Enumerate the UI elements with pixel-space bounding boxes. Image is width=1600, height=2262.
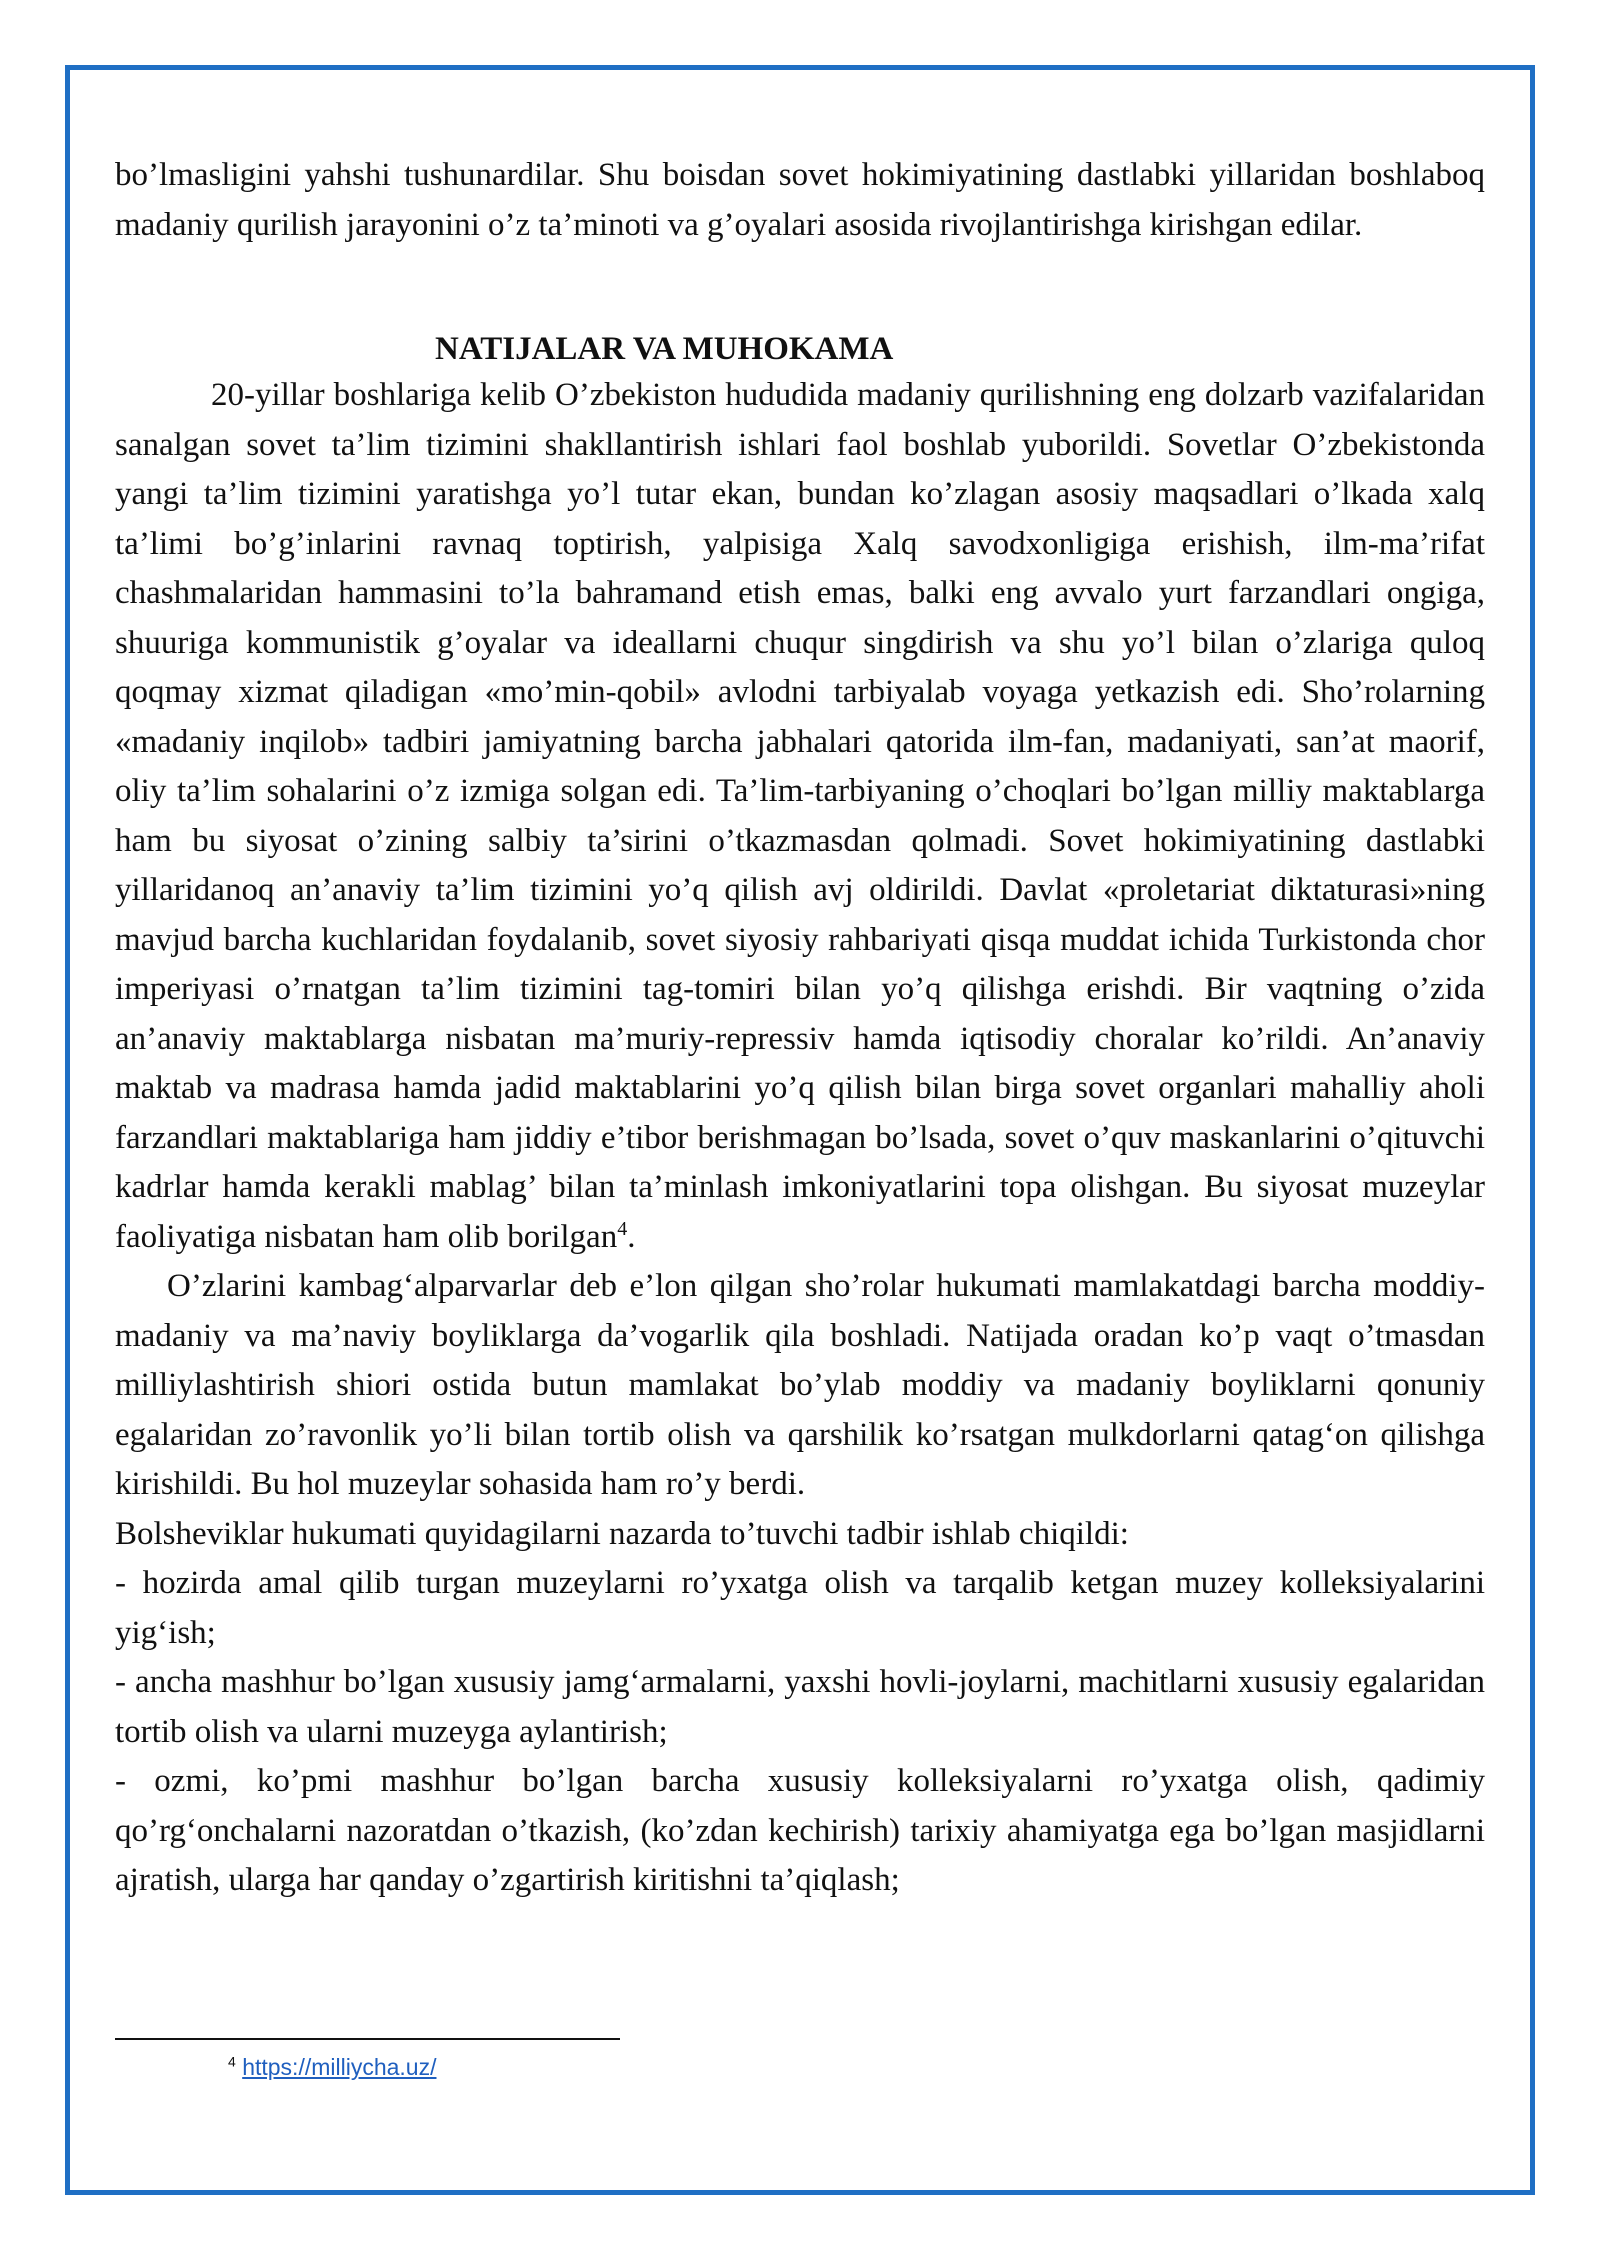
intro-paragraph [115, 151, 1485, 250]
list-item: - hozirda amal qilib turgan muzeylarni ro’yxatga olish va tarqalib ketgan muzey kolleksiyalarini yig‘ish; [115, 1565, 1485, 1651]
main-body [115, 371, 1485, 1906]
list-intro: Bolsheviklar hukumati quyidagilarni nazarda to’tuvchi tadbir ishlab chiqildi: [115, 1515, 1129, 1552]
intro-paragraph-text: bo’lmasligini yahshi tushunardilar. Shu boisdan sovet hokimiyatining dastlabki yillaridan boshlaboq madaniy qurilish jarayonini o’z ta’minoti va g’oyalari asosida rivojlantirishga kirishgan edilar. [115, 157, 1485, 243]
paragraph-1 [115, 371, 1485, 1262]
footnote-separator [115, 2038, 620, 2040]
footnote-number: 4 [228, 2053, 236, 2070]
paragraph-1-end: . [627, 1218, 636, 1255]
footnote-reference[interactable]: 4 [617, 1217, 628, 1240]
footnote [228, 2052, 436, 2082]
section-heading: NATIJALAR VA MUHOKAMA [435, 331, 894, 367]
paragraph-1-text: 20-yillar boshlariga kelib O’zbekiston hududida madaniy qurilishning eng dolzarb vazifalaridan sanalgan sovet ta’lim tizimini shakllantirish ishlari faol boshlab yuborildi. Sovetlar O’zbekistonda yangi ta’lim tizimini yaratishga yo’l tutar ekan, bundan ko’zlagan asosiy maqsadlari o’lkada xalq ta’limi bo’g’inlarini ravnaq toptirish, yalpisiga Xalq savodxonligiga erishish, ilm-ma’rifat chashmalaridan hammasini to’la bahramand etish emas, balki eng avvalo yurt farzandlari ongiga, shuuriga kommunistik g’oyalar va ideallarni chuqur singdirish va shu yo’l bilan o’zlariga quloq qoqmay xizmat qiladigan «mo’min-qobil» avlodni tarbiyalab voyaga yetkazish edi. Sho’rolarning «madaniy inqilob» tadbiri jamiyatning barcha jabhalari qatorida ilm-fan, madaniyati, san’at maorif, oliy ta’lim sohalarini o’z izmiga solgan edi. Ta’lim-tarbiyaning o’choqlari bo’lgan milliy maktablarga ham bu siyosat o’zining salbiy ta’sirini o’tkazmasdan qolmadi. Sovet hokimiyatining dastlabki yillaridanoq an’anaviy ta’lim tizimini yo’q qilish avj oldirildi. Davlat «proletariat diktaturasi»ning mavjud barcha kuchlaridan foydalanib, sovet siyosiy rahbariyati qisqa muddat ichida Turkistonda chor imperiyasi o’rnatgan ta’lim tizimini tag-tomiri bilan yo’q qilishga erishdi. Bir vaqtning o’zida an’anaviy maktablarga nisbatan ma’muriy-repressiv hamda iqtisodiy choralar ko’rildi. An’anaviy maktab va madrasa hamda jadid maktablarini yo’q qilish bilan birga sovet organlari mahalliy aholi farzandlari maktablariga ham jiddiy e’tibor berishmagan bo’lsada, sovet o’quv maskanlarini o’qituvchi kadrlar hamda kerakli mablag’ bilan ta’minlash imkoniyatlarini topa olishgan. Bu siyosat muzeylar faoliyatiga nisbatan ham olib borilgan [115, 377, 1485, 1255]
footnote-link[interactable]: https://milliycha.uz/ [242, 2054, 437, 2080]
list-item: - ozmi, ko’pmi mashhur bo’lgan barcha xususiy kolleksiyalarni ro’yxatga olish, qadimiy qo’rg‘onchalarni nazoratdan o’tkazish, (ko’zdan kechirish) tarixiy ahamiyatga ega bo’lgan masjidlarni ajratish, ularga har qanday o’zgartirish kiritishni ta’qiqlash; [115, 1763, 1485, 1898]
list-item: - ancha mashhur bo’lgan xususiy jamg‘armalarni, yaxshi hovli-joylarni, machitlarni xususiy egalaridan tortib olish va ularni muzeyga aylantirish; [115, 1664, 1485, 1750]
paragraph-2: O’zlarini kambag‘alparvarlar deb e’lon qilgan sho’rolar hukumati mamlakatdagi barcha moddiy-madaniy va ma’naviy boyliklarga da’vogarlik qila boshladi. Natijada oradan ko’p vaqt o’tmasdan milliylashtirish shiori ostida butun mamlakat bo’ylab moddiy va madaniy boyliklarni qonuniy egalaridan zo’ravonlik yo’li bilan tortib olish va qarshilik ko’rsatgan mulkdorlarni qatag‘on qilishga kirishildi. Bu hol muzeylar sohasida ham ro’y berdi. [115, 1268, 1485, 1502]
